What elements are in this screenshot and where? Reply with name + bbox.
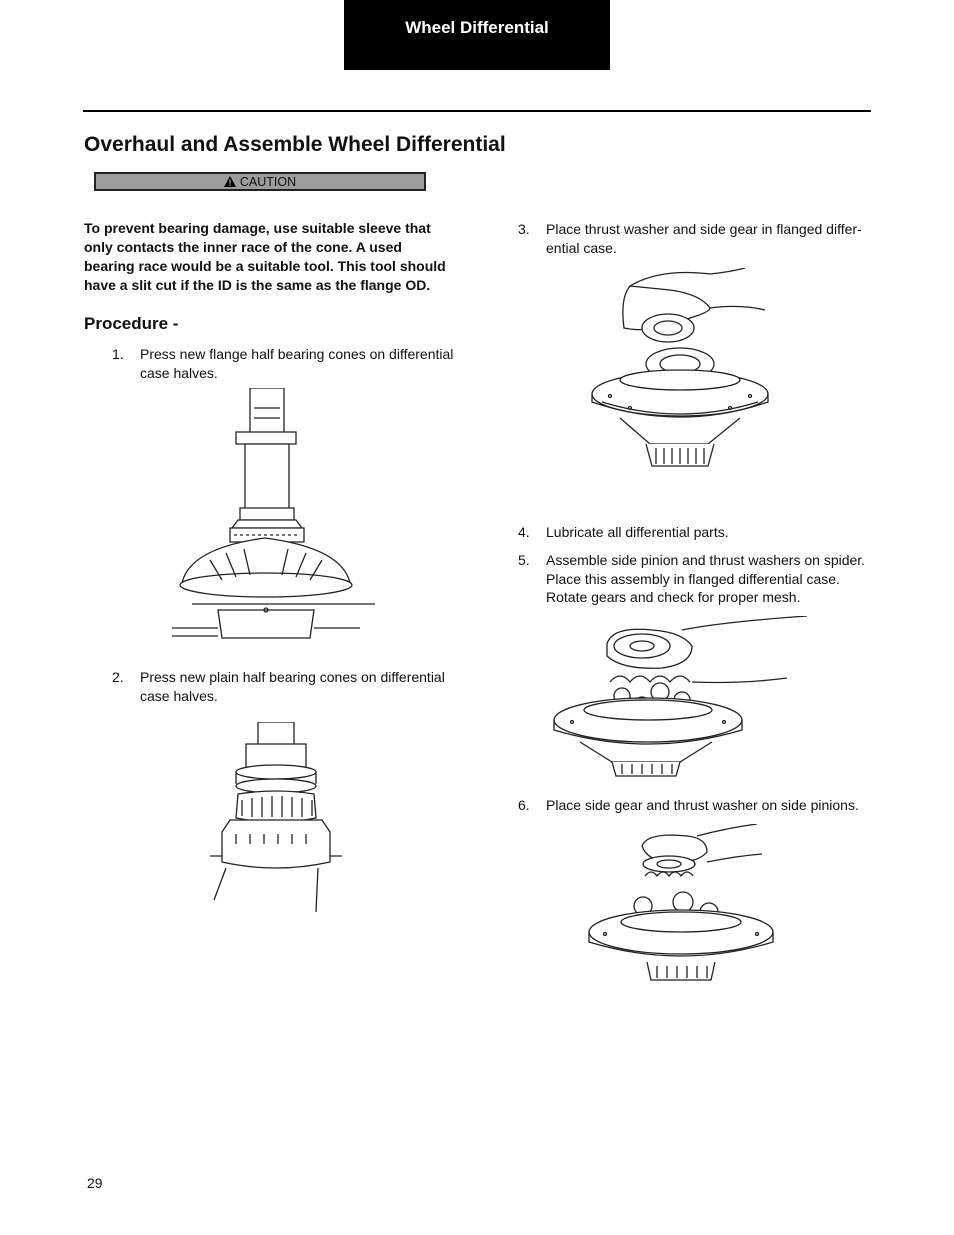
figure-side-gear-placement <box>587 824 777 984</box>
step-number: 4. <box>518 524 530 540</box>
section-tab-label: Wheel Differential <box>405 18 549 37</box>
figure-thrust-washer-side-gear <box>590 268 775 468</box>
step-text: Place thrust washer and side gear in flanged differ-ential case. <box>546 221 862 256</box>
page-title: Overhaul and Assemble Wheel Differential <box>84 133 506 156</box>
caution-banner <box>94 172 426 191</box>
warning-triangle-icon <box>224 176 236 187</box>
step-number: 2. <box>112 669 124 685</box>
header-rule <box>83 110 871 112</box>
step-text: Press new flange half bearing cones on differential case halves. <box>140 346 454 381</box>
page-number: 29 <box>87 1175 103 1191</box>
step-number: 3. <box>518 221 530 237</box>
warning-text: To prevent bearing damage, use suitable sleeve that only contacts the inner race of the cone. A used bearing race would be a suitable tool. This tool should have a slit cut if the ID is the same as the flange OD. <box>84 220 446 293</box>
step-text: Press new plain half bearing cones on differential case halves. <box>140 669 445 704</box>
section-tab <box>344 0 610 70</box>
step-number: 5. <box>518 552 530 568</box>
step-text: Place side gear and thrust washer on side pinions. <box>546 797 859 813</box>
procedure-heading: Procedure - <box>84 314 179 333</box>
step-text: Assemble side pinion and thrust washers on spider. Place this assembly in flanged differential case. Rotate gears and check for proper mesh. <box>546 552 866 605</box>
figure-spider-assembly <box>552 616 810 778</box>
caution-label: CAUTION <box>239 174 297 189</box>
figure-plain-bearing-press <box>206 722 346 912</box>
figure-flange-bearing-press <box>170 388 380 643</box>
step-number: 1. <box>112 346 124 362</box>
step-number: 6. <box>518 797 530 813</box>
step-text: Lubricate all differential parts. <box>546 524 729 540</box>
